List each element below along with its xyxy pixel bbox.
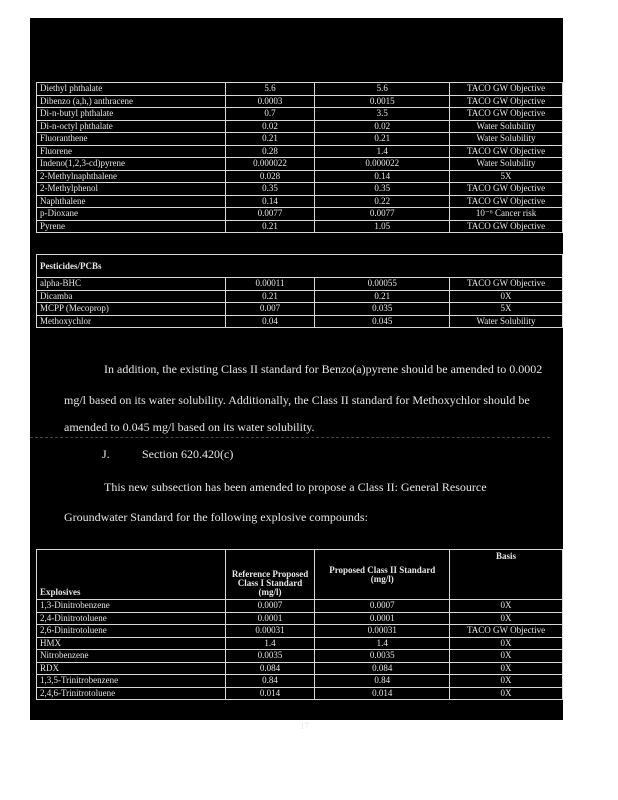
basis-value: TACO GW Objective [450, 145, 563, 158]
class-i-value: 0.0007 [225, 600, 315, 613]
basis-value: Water Solubility [450, 120, 563, 133]
compound-name: Indeno(1,2,3-cd)pyrene [37, 158, 226, 171]
table-row [37, 687, 563, 700]
compound-name: Di-n-butyl phthalate [37, 108, 226, 121]
class-ii-value: 0.035 [315, 303, 450, 316]
basis-value: 0X [450, 687, 563, 700]
compound-name: 2-Methylphenol [37, 183, 226, 196]
table-row [37, 625, 563, 638]
basis-value: TACO GW Objective [450, 183, 563, 196]
class-i-value: 5.6 [225, 83, 315, 96]
compound-name: Methoxychlor [37, 315, 226, 328]
class-i-value: 0.00011 [225, 278, 315, 291]
class-ii-value: 0.02 [315, 120, 450, 133]
standards-table-organics [36, 82, 563, 233]
section-heading [102, 447, 233, 462]
compound-name: 2-Methylnaphthalene [37, 170, 226, 183]
class-ii-value: 0.21 [315, 290, 450, 303]
class-i-value: 0.21 [225, 133, 315, 146]
class-ii-value: 3.5 [315, 108, 450, 121]
class-ii-value: 0.0007 [315, 600, 450, 613]
table-row [37, 662, 563, 675]
class-i-value: 0.007 [225, 303, 315, 316]
table-row [37, 650, 563, 663]
table-row [37, 290, 563, 303]
class-i-value: 0.84 [225, 675, 315, 688]
column-header-class-ii: Proposed Class II Standard (mg/l) [315, 550, 450, 600]
basis-value: 5X [450, 170, 563, 183]
table-row [37, 95, 563, 108]
compound-name: HMX [37, 637, 226, 650]
class-i-value: 1.4 [225, 637, 315, 650]
class-ii-value: 0.84 [315, 675, 450, 688]
compound-name: Naphthalene [37, 195, 226, 208]
compound-name: Pyrene [37, 220, 226, 233]
basis-value: 0X [450, 650, 563, 663]
table-row [37, 133, 563, 146]
class-i-value: 0.04 [225, 315, 315, 328]
paragraph: In addition, the existing Class II standard for Benzo(a)pyrene should be amended to 0.0002 [104, 362, 543, 376]
basis-value: 10⁻⁶ Cancer risk [450, 208, 563, 221]
class-ii-value: 0.0015 [315, 95, 450, 108]
class-i-value: 0.00031 [225, 625, 315, 638]
basis-value: Water Solubility [450, 158, 563, 171]
standards-table-pesticides [36, 254, 563, 328]
compound-name: Dicamba [37, 290, 226, 303]
class-i-value: 0.084 [225, 662, 315, 675]
class-ii-value: 0.0077 [315, 208, 450, 221]
table-row [37, 637, 563, 650]
explosives-standards-table [36, 549, 563, 700]
basis-value: Water Solubility [450, 315, 563, 328]
section-heading: Pesticides/PCBs [37, 255, 563, 278]
basis-value: 0X [450, 662, 563, 675]
class-i-value: 0.014 [225, 687, 315, 700]
table-row [37, 675, 563, 688]
basis-value: Water Solubility [450, 133, 563, 146]
basis-value: 5X [450, 303, 563, 316]
class-ii-value: 0.045 [315, 315, 450, 328]
basis-value: 0X [450, 637, 563, 650]
class-i-value: 0.028 [225, 170, 315, 183]
class-i-value: 0.0035 [225, 650, 315, 663]
paragraph: Groundwater Standard for the following explosive compounds: [64, 510, 368, 524]
basis-value: TACO GW Objective [450, 95, 563, 108]
table-row [37, 145, 563, 158]
class-ii-value: 1.4 [315, 637, 450, 650]
basis-value: 0X [450, 675, 563, 688]
section-title: Section 620.420(c) [142, 447, 234, 461]
basis-value: 0X [450, 290, 563, 303]
table-row [37, 220, 563, 233]
basis-value: TACO GW Objective [450, 108, 563, 121]
basis-value: TACO GW Objective [450, 220, 563, 233]
class-ii-value: 0.21 [315, 133, 450, 146]
page-number: 17 [300, 721, 309, 731]
compound-name: p-Dioxane [37, 208, 226, 221]
basis-value: 0X [450, 600, 563, 613]
basis-value: TACO GW Objective [450, 625, 563, 638]
paragraph: amended to 0.045 mg/l based on its water solubility. [64, 420, 315, 434]
compound-name: 1,3-Dinitrobenzene [37, 600, 226, 613]
compound-name: Fluoranthene [37, 133, 226, 146]
table-row [37, 612, 563, 625]
table-row [37, 208, 563, 221]
compound-name: 2,4,6-Trinitrotoluene [37, 687, 226, 700]
class-ii-value: 0.014 [315, 687, 450, 700]
table-row [37, 158, 563, 171]
column-header-explosives: Explosives [37, 550, 226, 600]
paragraph: mg/l based on its water solubility. Additionally, the Class II standard for Methoxychlor should be [64, 393, 530, 407]
class-i-value: 0.000022 [225, 158, 315, 171]
class-ii-value: 0.0001 [315, 612, 450, 625]
class-ii-value: 0.000022 [315, 158, 450, 171]
class-i-value: 0.21 [225, 290, 315, 303]
compound-name: MCPP (Mecoprop) [37, 303, 226, 316]
table-row [37, 195, 563, 208]
scan-artifact-line [30, 437, 550, 440]
compound-name: Nitrobenzene [37, 650, 226, 663]
paragraph: This new subsection has been amended to propose a Class II: General Resource [104, 480, 487, 494]
compound-name: 2,6-Dinitrotoluene [37, 625, 226, 638]
table-row [37, 278, 563, 291]
compound-name: Fluorene [37, 145, 226, 158]
class-i-value: 0.0077 [225, 208, 315, 221]
class-i-value: 0.14 [225, 195, 315, 208]
class-ii-value: 0.35 [315, 183, 450, 196]
class-i-value: 0.02 [225, 120, 315, 133]
compound-name: Dibenzo (a,h,) anthracene [37, 95, 226, 108]
table-row [37, 83, 563, 96]
compound-name: RDX [37, 662, 226, 675]
column-header-class-i: Reference Proposed Class I Standard (mg/l) [225, 550, 315, 600]
class-i-value: 0.28 [225, 145, 315, 158]
section-letter: J. [102, 447, 110, 461]
table-row [37, 303, 563, 316]
table-row [37, 120, 563, 133]
basis-value: 0X [450, 612, 563, 625]
basis-value: TACO GW Objective [450, 195, 563, 208]
class-i-value: 0.35 [225, 183, 315, 196]
compound-name: Di-n-octyl phthalate [37, 120, 226, 133]
class-i-value: 0.0003 [225, 95, 315, 108]
class-i-value: 0.21 [225, 220, 315, 233]
class-i-value: 0.7 [225, 108, 315, 121]
class-i-value: 0.0001 [225, 612, 315, 625]
basis-value: TACO GW Objective [450, 278, 563, 291]
table-row [37, 183, 563, 196]
class-ii-value: 0.00055 [315, 278, 450, 291]
column-header-basis: Basis [450, 550, 563, 600]
class-ii-value: 1.4 [315, 145, 450, 158]
compound-name: 1,3,5-Trinitrobenzene [37, 675, 226, 688]
class-ii-value: 0.084 [315, 662, 450, 675]
class-ii-value: 0.0035 [315, 650, 450, 663]
class-ii-value: 1.05 [315, 220, 450, 233]
table-row [37, 600, 563, 613]
class-ii-value: 0.00031 [315, 625, 450, 638]
class-ii-value: 0.14 [315, 170, 450, 183]
class-ii-value: 5.6 [315, 83, 450, 96]
compound-name: Diethyl phthalate [37, 83, 226, 96]
table-row [37, 108, 563, 121]
table-row [37, 170, 563, 183]
basis-value: TACO GW Objective [450, 83, 563, 96]
compound-name: alpha-BHC [37, 278, 226, 291]
compound-name: 2,4-Dinitrotoluene [37, 612, 226, 625]
table-row [37, 315, 563, 328]
class-ii-value: 0.22 [315, 195, 450, 208]
